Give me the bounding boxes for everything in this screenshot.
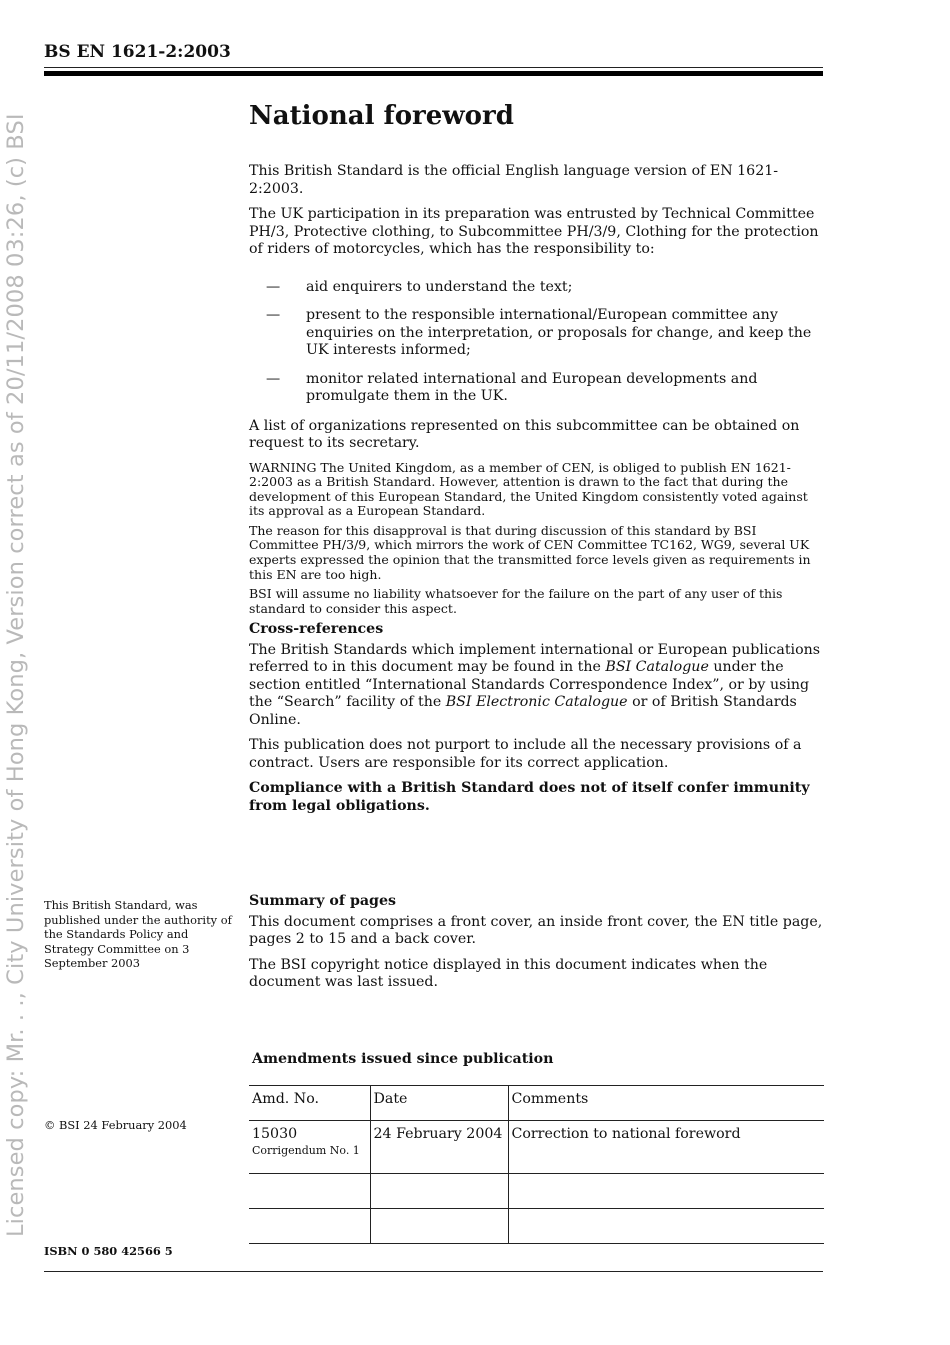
dash-marker: — — [266, 278, 281, 295]
responsibility-list — [249, 279, 823, 406]
date-cell — [370, 1209, 508, 1244]
document-id: BS EN 1621-2:2003 — [44, 42, 231, 62]
paragraph-official-version: This British Standard is the official English language version of EN 1621-2:2003. — [249, 163, 779, 197]
amendments-table — [249, 1085, 824, 1244]
summary-heading: Summary of pages — [249, 893, 396, 909]
comments-cell: Correction to national foreword — [508, 1121, 824, 1174]
column-header: Amd. No. — [249, 1086, 370, 1121]
warning-text: WARNING The United Kingdom, as a member of CEN, is obliged to publish EN 1621-2:2003 as a British Standard. However, attention is drawn to the fact that during the development of this European Standard, the United Kingdom consistently voted against its approval as a European Standard. — [249, 459, 808, 519]
list-item-text: aid enquirers to understand the text; — [306, 278, 573, 295]
list-item — [249, 371, 823, 406]
amd-no-cell — [249, 1174, 370, 1209]
list-item-text: present to the responsible international/European committee any enquiries on the interpretation, or proposals for change, and keep the UK interests informed; — [306, 307, 812, 358]
amd-sub-label: Corrigendum No. 1 — [252, 1143, 360, 1157]
copyright-notice-text: The BSI copyright notice displayed in this document indicates when the document was last issued. — [249, 956, 768, 990]
isbn: ISBN 0 580 42566 5 — [44, 1244, 173, 1258]
paragraph-participation: The UK participation in its preparation was entrusted by Technical Committee PH/3, Protective clothing, to Subcommittee PH/3/9, Clothing for the protection of riders of motorcycles, which has the responsibility to: — [249, 206, 819, 257]
paragraph-contract: This publication does not purport to include all the necessary provisions of a contract. Users are responsible for its correct application. — [249, 737, 802, 771]
publication-sidenote: This British Standard, was published under the authority of the Standards Policy and Strategy Committee on 3 September 2003 — [44, 898, 232, 971]
page-title: National foreword — [249, 101, 514, 131]
license-watermark: Licensed copy: Mr. . ., City University of Hong Kong, Version correct as of 20/11/2008 03:26, (c) BSI — [3, 113, 29, 1237]
amd-no-cell: 15030 Corrigendum No. 1 — [249, 1121, 370, 1174]
list-item — [249, 307, 823, 360]
table-row — [249, 1174, 824, 1209]
table-header-row — [249, 1086, 824, 1121]
paragraph-organizations: A list of organizations represented on this subcommittee can be obtained on request to its secretary. — [249, 417, 800, 451]
column-header: Comments — [508, 1086, 824, 1121]
footer-rule — [44, 1271, 823, 1272]
date-cell — [370, 1174, 508, 1209]
table-row — [249, 1209, 824, 1244]
summary-of-pages — [249, 893, 823, 1000]
warning-block — [249, 461, 823, 617]
cross-references-heading: Cross-references — [249, 621, 384, 638]
amd-no-cell — [249, 1209, 370, 1244]
dash-marker: — — [266, 307, 281, 323]
comments-cell — [508, 1209, 824, 1244]
bsi-electronic-catalogue-ref: BSI Electronic Catalogue — [445, 694, 628, 711]
liability-text: BSI will assume no liability whatsoever for the failure on the part of any user of this standard to consider this aspect. — [249, 586, 783, 616]
header-rule-thin — [44, 67, 823, 68]
header-rule-thick — [44, 71, 823, 76]
amendments-title: Amendments issued since publication — [252, 1051, 554, 1067]
foreword-body — [249, 163, 823, 823]
copyright-line: © BSI 24 February 2004 — [44, 1118, 187, 1132]
column-header: Date — [370, 1086, 508, 1121]
bsi-catalogue-ref: BSI Catalogue — [605, 659, 709, 676]
table-row — [249, 1121, 824, 1174]
reason-text: The reason for this disapproval is that during discussion of this standard by BSI Committee PH/3/9, which mirrors the work of CEN Committee TC162, WG9, several UK experts expressed the opinion that the transmitted force levels given as requirements in this EN are too high. — [249, 522, 811, 582]
list-item — [249, 279, 823, 297]
compliance-statement: Compliance with a British Standard does not of itself confer immunity from legal obligations. — [249, 780, 810, 814]
dash-marker: — — [266, 370, 281, 387]
list-item-text: monitor related international and European developments and promulgate them in the UK. — [306, 370, 758, 404]
summary-text: This document comprises a front cover, an inside front cover, the EN title page, pages 2 to 15 and a back cover. — [249, 913, 823, 947]
cross-references-text: The British Standards which implement international or European publications referred to in this document may be found in the BSI Catalogue under the section entitled “International Standards Correspondence Index”, or by using the “Search” facility of the BSI Electronic Catalogue or of British Standards Online. — [249, 641, 821, 728]
comments-cell — [508, 1174, 824, 1209]
date-cell: 24 February 2004 — [370, 1121, 508, 1174]
